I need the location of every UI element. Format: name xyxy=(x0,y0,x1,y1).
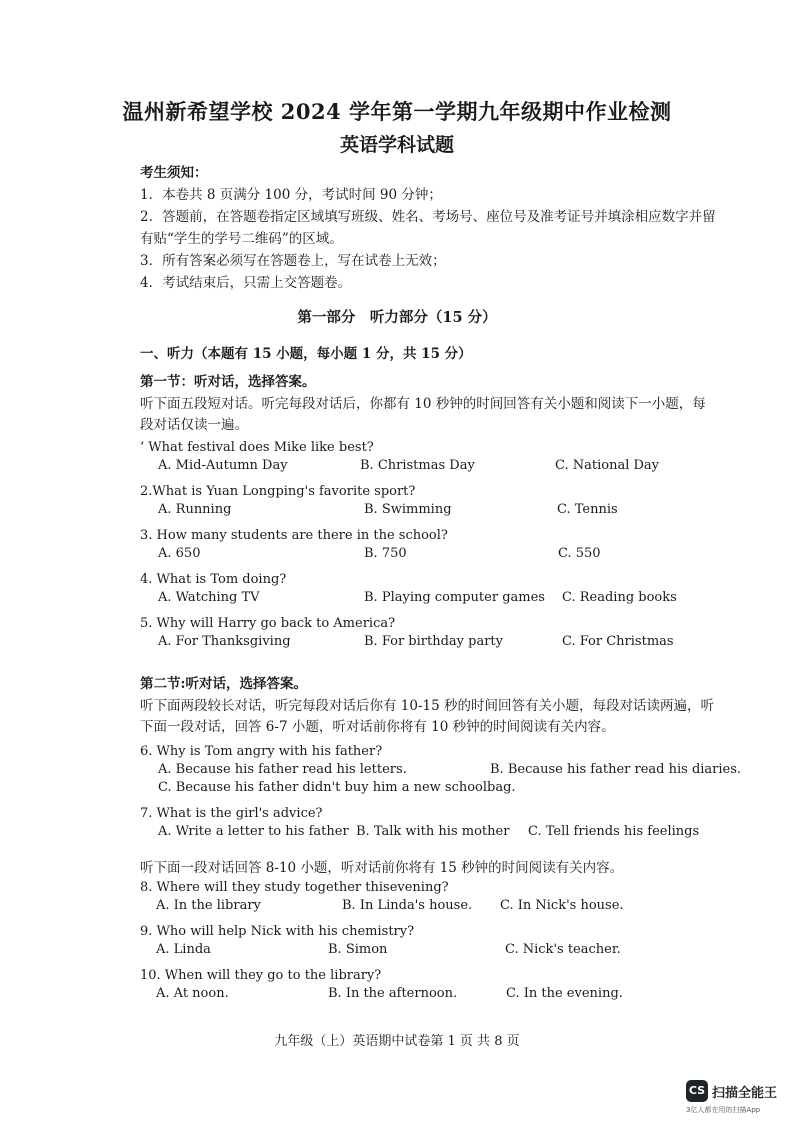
option-b: B. Talk with his mother xyxy=(356,824,510,839)
part-title: 第一部分 听力部分（15 分） xyxy=(297,309,497,326)
option-c: C. Tennis xyxy=(557,502,618,517)
question-stem: ‘ What festival does Mike like best? xyxy=(140,440,374,455)
option-a: A. Linda xyxy=(156,942,211,957)
question-stem: 7. What is the girl's advice? xyxy=(140,806,323,821)
option-a: A. Write a letter to his father xyxy=(158,824,349,839)
option-b: B. Swimming xyxy=(364,502,452,517)
option-a: A. Watching TV xyxy=(158,590,260,605)
option-b: B. Because his father read his diaries. xyxy=(490,762,742,777)
notes-heading: 考生须知： xyxy=(140,165,208,181)
option-a: A. Because his father read his letters. xyxy=(158,762,407,777)
option-c: C. Tell friends his feelings xyxy=(528,824,700,839)
question-stem: 8. Where will they study together thisevening? xyxy=(140,880,449,895)
option-c: C. Because his father didn't buy him a new schoolbag. xyxy=(158,780,516,795)
option-a: A. For Thanksgiving xyxy=(158,634,291,649)
exam-subtitle: 英语学科试题 xyxy=(339,134,454,156)
option-b: B. Playing computer games xyxy=(364,590,545,605)
option-c: C. For Christmas xyxy=(562,634,674,649)
scanner-logo-icon: CS xyxy=(686,1080,708,1102)
question-stem: 2.What is Yuan Longping's favorite sport? xyxy=(140,484,416,499)
notes-item: 2．答题前，在答题卷指定区域填写班级、姓名、考场号、座位号及准考证号并填涂相应数字并留有贴“学生的学号二维码”的区域。 xyxy=(140,209,716,247)
question-stem: 4. What is Tom doing? xyxy=(140,572,287,587)
question-stem: 5. Why will Harry go back to America? xyxy=(140,616,396,631)
option-c: C. Reading books xyxy=(562,590,677,605)
question-stem: 3. How many students are there in the school? xyxy=(140,528,448,543)
option-a: A. Mid-Autumn Day xyxy=(158,458,288,473)
option-b: B. Simon xyxy=(328,942,388,957)
page-footer: 九年级（上）英语期中试卷第 1 页 共 8 页 xyxy=(274,1034,520,1049)
subsection-heading: 第二节:听对话，选择答案。 xyxy=(140,676,307,692)
option-c: C. Nick's teacher. xyxy=(505,942,621,957)
subsection-instruction: 听下面五段短对话。听完每段对话后，你都有 10 秒钟的时间回答有关小题和阅读下一小题，每段对话仅读一遍。 xyxy=(140,396,706,433)
option-a: A. At noon. xyxy=(156,986,229,1001)
scanner-slogan: 3亿人都在用的扫描App xyxy=(686,1106,761,1114)
option-a: A. Running xyxy=(158,502,232,517)
section-heading: 一、听力（本题有 15 小题，每小题 1 分，共 15 分） xyxy=(140,346,472,362)
option-c: C. In Nick's house. xyxy=(500,898,624,913)
option-b: B. In Linda's house. xyxy=(342,898,473,913)
option-c: C. In the evening. xyxy=(506,986,623,1001)
scanner-watermark xyxy=(686,1078,786,1116)
subsection-instruction: 听下面一段对话回答 8-10 小题，听对话前你将有 15 秒钟的时间阅读有关内容。 xyxy=(140,860,624,876)
subsection-heading: 第一节：听对话，选择答案。 xyxy=(140,374,316,390)
notes-item: 4．考试结束后，只需上交答题卷。 xyxy=(140,275,352,291)
subsection-instruction: 听下面两段较长对话，听完每段对话后你有 10-15 秒的时间回答有关小题，每段对话读两遍，听下面一段对话，回答 6-7 小题，听对话前你将有 10 秒钟的时间阅读有关内容。 xyxy=(140,698,714,735)
notes-item: 3．所有答案必须写在答题卷上，写在试卷上无效； xyxy=(140,253,446,269)
option-b: B. 750 xyxy=(364,546,407,561)
option-b: B. For birthday party xyxy=(364,634,503,649)
question-stem: 10. When will they go to the library? xyxy=(140,968,382,983)
option-a: A. In the library xyxy=(156,898,261,913)
option-b: B. Christmas Day xyxy=(360,458,475,473)
scanner-app-name: 扫描全能王 xyxy=(712,1086,778,1101)
question-stem: 9. Who will help Nick with his chemistry? xyxy=(140,924,415,939)
option-c: C. National Day xyxy=(555,458,660,473)
option-b: B. In the afternoon. xyxy=(328,986,458,1001)
exam-title: 温州新希望学校 2024 学年第一学期九年级期中作业检测 xyxy=(122,99,672,124)
option-c: C. 550 xyxy=(558,546,601,561)
candidate-notes xyxy=(140,162,720,294)
option-a: A. 650 xyxy=(158,546,201,561)
notes-item: 1．本卷共 8 页满分 100 分，考试时间 90 分钟； xyxy=(140,187,442,203)
question-stem: 6. Why is Tom angry with his father? xyxy=(140,744,383,759)
